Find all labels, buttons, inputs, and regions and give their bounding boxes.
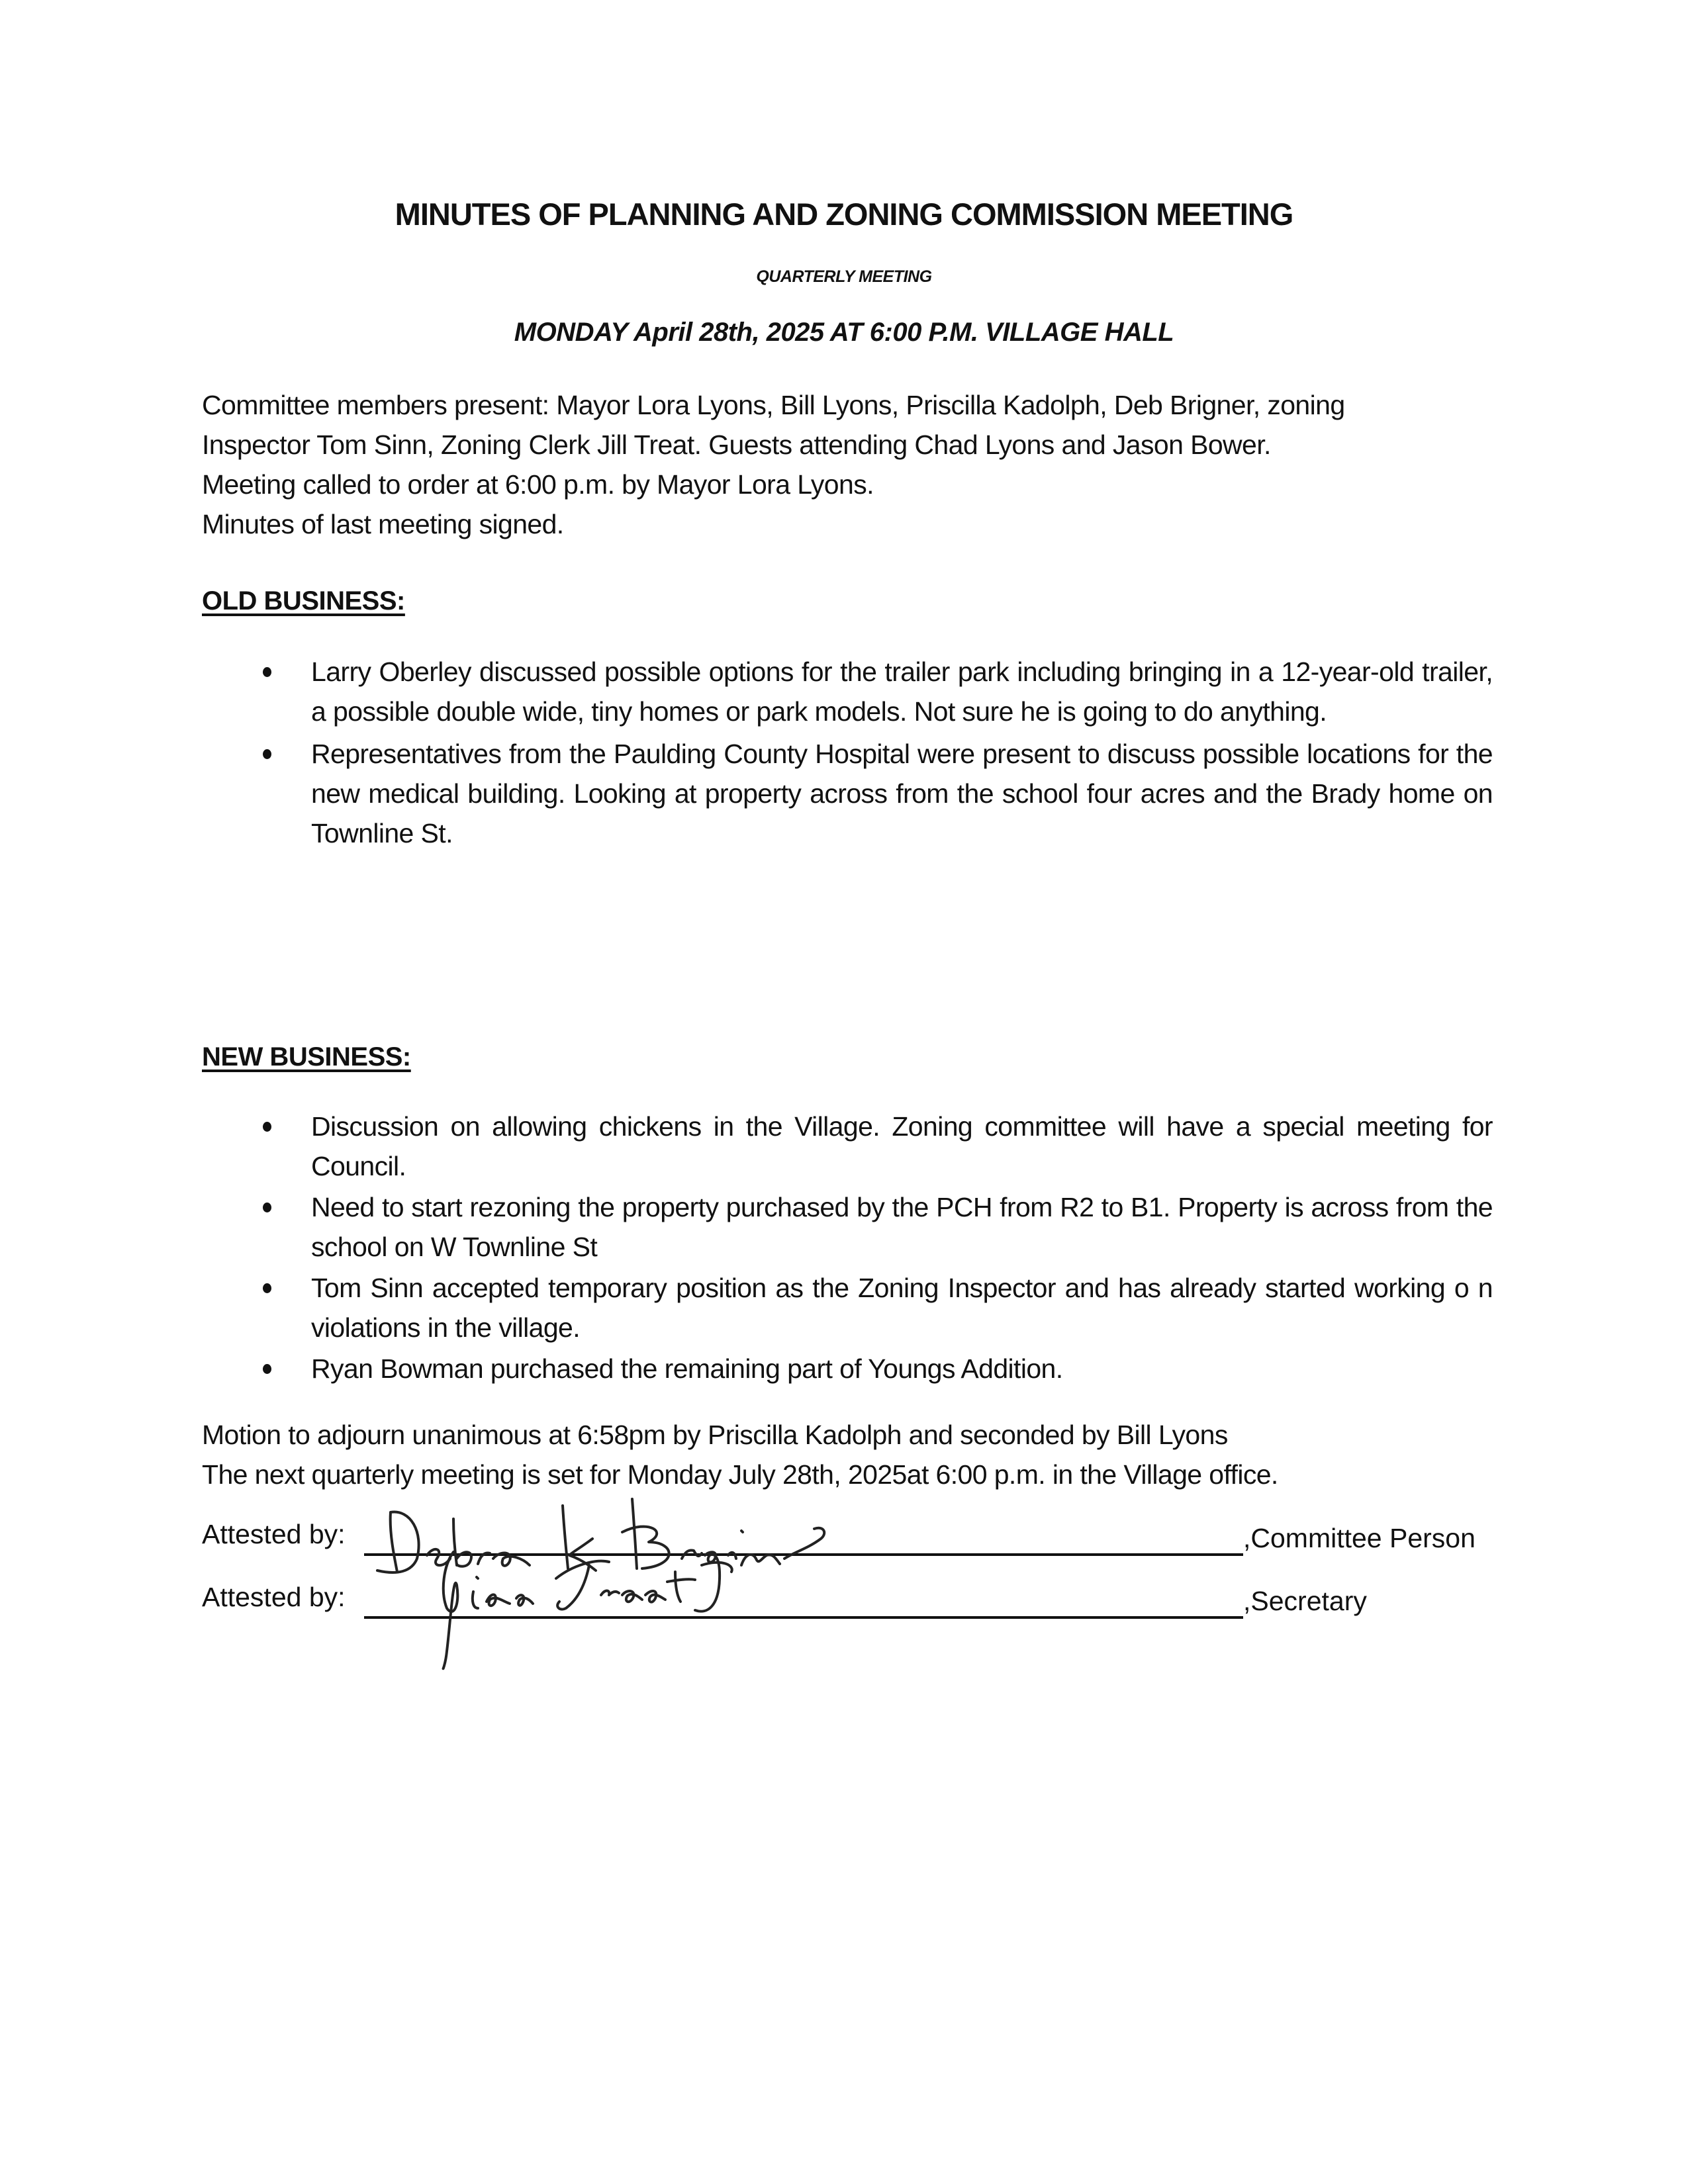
list-item xyxy=(202,1268,1493,1347)
intro-line: Inspector Tom Sinn, Zoning Clerk Jill Treat. Guests attending Chad Lyons and Jason Bower. xyxy=(202,430,1271,460)
list-item-text: Discussion on allowing chickens in the Village. Zoning committee will have a special meeting for Council. xyxy=(311,1111,1493,1181)
list-item xyxy=(202,652,1493,731)
list-item xyxy=(202,1349,1493,1388)
bullet-icon xyxy=(263,1364,271,1374)
bullet-icon xyxy=(263,1283,271,1293)
attendance-paragraph xyxy=(202,385,1493,544)
list-item xyxy=(202,1107,1493,1186)
list-item-text: Ryan Bowman purchased the remaining part of Youngs Addition. xyxy=(311,1353,1063,1384)
closing-paragraph xyxy=(202,1415,1526,1494)
intro-line: Minutes of last meeting signed. xyxy=(202,509,564,539)
intro-line: Committee members present: Mayor Lora Lyons, Bill Lyons, Priscilla Kadolph, Deb Brigner, zoning xyxy=(202,390,1345,420)
intro-line: Meeting called to order at 6:00 p.m. by Mayor Lora Lyons. xyxy=(202,469,874,500)
list-item-text: Tom Sinn accepted temporary position as the Zoning Inspector and has already started working o n violations in the village. xyxy=(311,1273,1493,1343)
list-item-text: Representatives from the Paulding County Hospital were present to discuss possible locations for the new medical building. Looking at property across from the school four acres and the Brady home on Townline St. xyxy=(311,739,1493,848)
list-item-text: Larry Oberley discussed possible options for the trailer park including bringing in a 12-year-old trailer, a possible double wide, tiny homes or park models. Not sure he is going to do anything. xyxy=(311,657,1493,727)
new-business-list xyxy=(202,1107,1493,1390)
bullet-icon xyxy=(263,667,271,677)
attestation-role: ,Secretary xyxy=(1243,1586,1367,1616)
meeting-dateline: MONDAY April 28th, 2025 AT 6:00 P.M. VILLAGE HALL xyxy=(514,318,1174,347)
bullet-icon xyxy=(263,749,271,759)
list-item xyxy=(202,1187,1493,1267)
next-meeting: The next quarterly meeting is set for Monday July 28th, 2025at 6:00 p.m. in the Village office. xyxy=(202,1459,1278,1490)
document-subtitle: QUARTERLY MEETING xyxy=(756,267,932,286)
list-item-text: Need to start rezoning the property purchased by the PCH from R2 to B1. Property is across from the school on W Townline St xyxy=(311,1192,1493,1262)
attestation-committee xyxy=(202,1519,1526,1565)
new-business-heading: NEW BUSINESS: xyxy=(202,1042,411,1071)
attestation-secretary xyxy=(202,1582,1526,1628)
old-business-heading: OLD BUSINESS: xyxy=(202,586,405,615)
signature-line xyxy=(364,1553,1243,1556)
bullet-icon xyxy=(263,1122,271,1132)
list-item xyxy=(202,734,1493,853)
document-title: MINUTES OF PLANNING AND ZONING COMMISSION MEETING xyxy=(395,197,1293,232)
attested-by-label: Attested by: xyxy=(202,1519,346,1549)
adjourn-motion: Motion to adjourn unanimous at 6:58pm by Priscilla Kadolph and seconded by Bill Lyons xyxy=(202,1420,1228,1450)
old-business-list xyxy=(202,652,1493,854)
attestation-role: ,Committee Person xyxy=(1243,1523,1476,1553)
attested-by-label: Attested by: xyxy=(202,1582,346,1612)
bullet-icon xyxy=(263,1203,271,1212)
signature-line xyxy=(364,1616,1243,1619)
